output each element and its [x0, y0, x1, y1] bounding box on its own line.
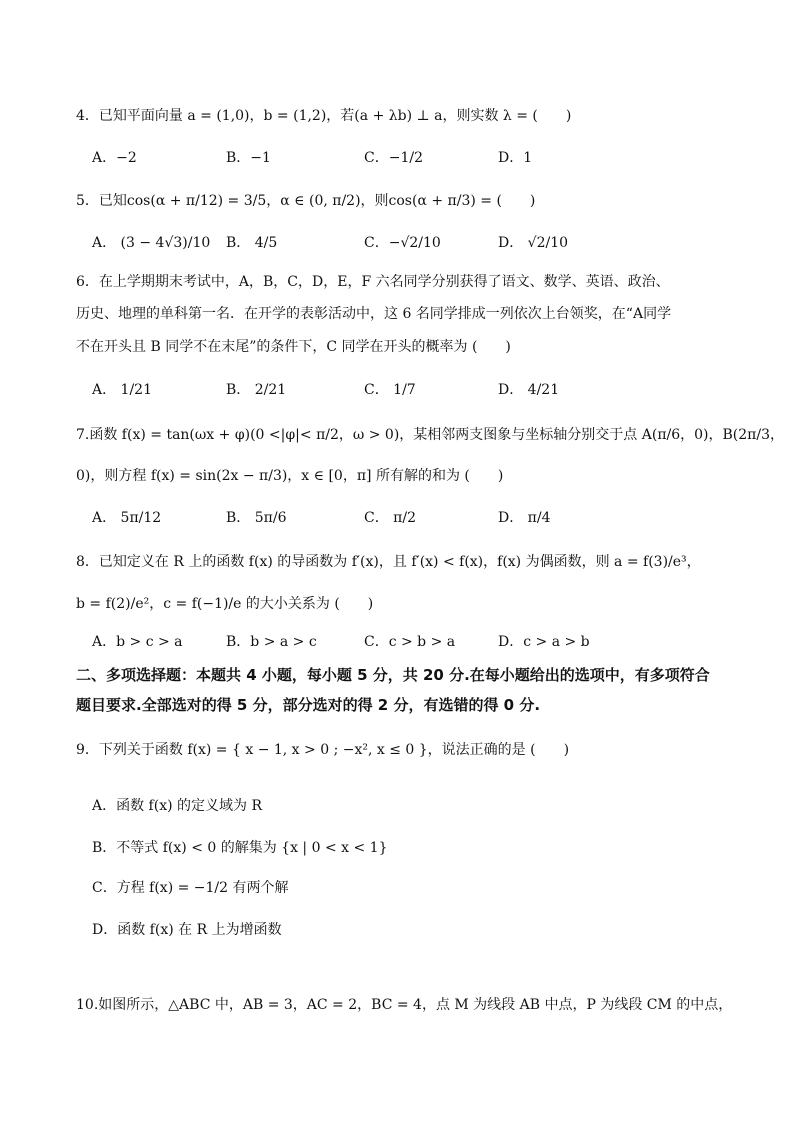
question-8-option-c: C．c > b > a [364, 634, 456, 650]
question-7-line-1: 7.函数 f(x) = tan(ωx + φ)(0 <|φ|< π/2，ω > 0)，某相邻两支图象与坐标轴分别交于点 A(π/6，0)，B(2π/3， [76, 427, 785, 443]
question-8-line-2: b = f(2)/e²，c = f(−1)/e 的大小关系为 ( ) [76, 596, 374, 612]
question-6-line-3: 不在开头且 B 同学不在末尾”的条件下，C 同学在开头的概率为 ( ) [76, 339, 511, 355]
question-6-line-2: 历史、地理的单科第一名．在开学的表彰活动中，这 6 名同学排成一列依次上台领奖，在“A同学 [76, 306, 672, 322]
question-4-stem: 4．已知平面向量 a = (1,0)，b = (1,2)，若(a + λb) ⊥ a，则实数 λ = ( ) [76, 108, 572, 124]
question-5-option-c: C．−√2/10 [364, 235, 441, 251]
question-9-option-d: D．函数 f(x) 在 R 上为增函数 [92, 922, 282, 938]
question-9-option-a: A．函数 f(x) 的定义域为 R [92, 798, 263, 814]
section-2-heading-line-2: 题目要求.全部选对的得 5 分，部分选对的得 2 分，有选错的得 0 分. [76, 696, 541, 714]
question-7-line-2: 0)，则方程 f(x) = sin(2x − π/3)，x ∈ [0，π] 所有解的和为 ( ) [76, 468, 504, 484]
question-5-stem: 5．已知cos(α + π/12) = 3/5，α ∈ (0, π/2)，则cos(α + π/3) = ( ) [76, 193, 536, 209]
question-8-option-a: A．b > c > a [92, 634, 183, 650]
question-9-option-c: C．方程 f(x) = −1/2 有两个解 [92, 880, 289, 896]
question-6-line-1: 6．在上学期期末考试中，A，B，C，D，E，F 六名同学分别获得了语文、数学、英语、政治、 [76, 274, 670, 290]
question-7-option-d: D． π/4 [498, 510, 551, 526]
question-6-option-c: C． 1/7 [364, 382, 416, 398]
question-4-option-d: D．1 [498, 150, 533, 166]
question-8-option-b: B．b > a > c [226, 634, 317, 650]
question-6-option-b: B． 2/21 [226, 382, 287, 398]
question-10-line-1: 10.如图所示，△ABC 中，AB = 3，AC = 2，BC = 4，点 M 为线段 AB 中点，P 为线段 CM 的中点， [76, 997, 733, 1013]
question-4-option-b: B．−1 [226, 150, 271, 166]
question-5-option-a: A． (3 − 4√3)/10 [92, 235, 211, 251]
question-7-option-b: B． 5π/6 [226, 510, 287, 526]
section-2-heading-line-1: 二、多项选择题：本题共 4 小题，每小题 5 分，共 20 分.在每小题给出的选项中，有多项符合 [76, 666, 710, 684]
question-9-stem: 9．下列关于函数 f(x) = { x − 1, x > 0 ; −x², x ≤ 0 }，说法正确的是 ( ) [76, 742, 570, 758]
question-8-option-d: D．c > a > b [498, 634, 590, 650]
question-7-option-a: A． 5π/12 [92, 510, 162, 526]
question-5-option-b: B． 4/5 [226, 235, 278, 251]
question-5-option-d: D． √2/10 [498, 235, 569, 251]
question-7-option-c: C． π/2 [364, 510, 416, 526]
question-6-option-d: D． 4/21 [498, 382, 560, 398]
question-8-line-1: 8．已知定义在 R 上的函数 f(x) 的导函数为 f′(x)，且 f′(x) < f(x)，f(x) 为偶函数，则 a = f(3)/e³， [76, 554, 701, 570]
question-6-option-a: A． 1/21 [92, 382, 152, 398]
question-4-option-c: C．−1/2 [364, 150, 423, 166]
question-4-option-a: A．−2 [92, 150, 137, 166]
question-9-option-b: B．不等式 f(x) < 0 的解集为 {x | 0 < x < 1} [92, 840, 388, 856]
